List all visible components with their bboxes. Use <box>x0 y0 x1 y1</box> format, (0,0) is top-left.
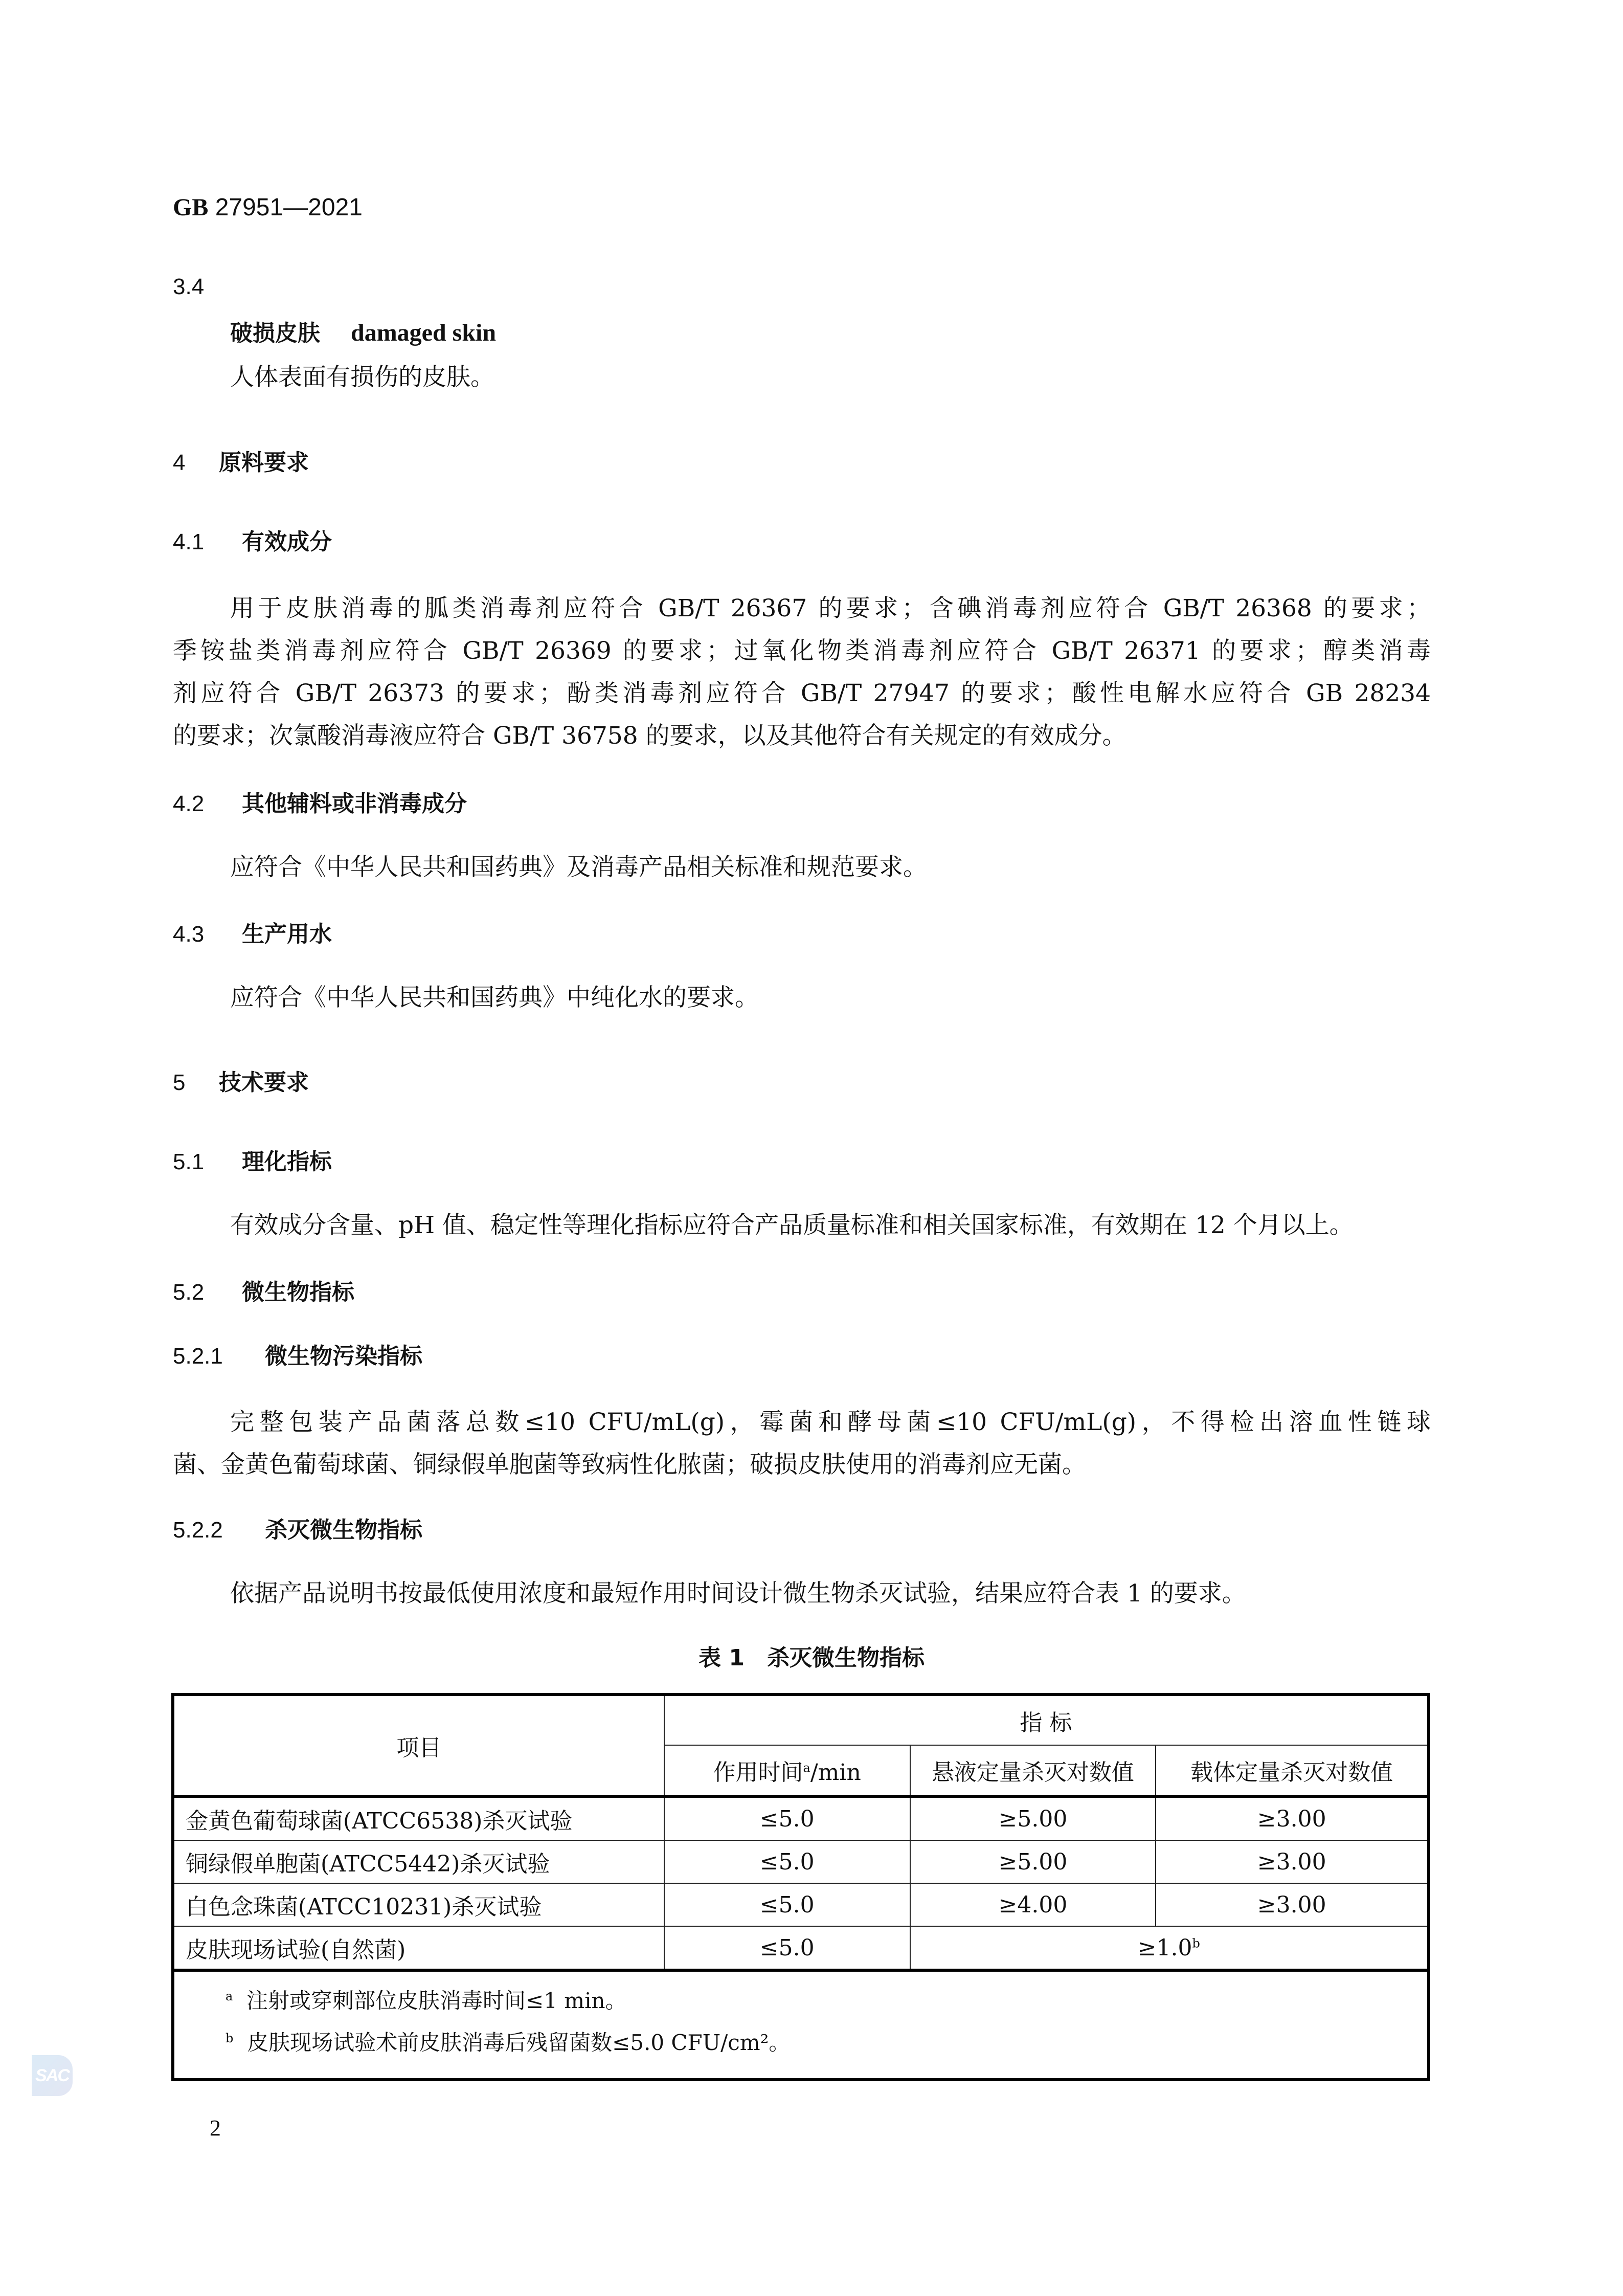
clause-4-1-line-2: 季铵盐类消毒剂应符合 GB/T 26369 的要求；过氧化物类消毒剂应符合 GB/T 26371 的要求；醇类消毒 <box>173 637 1431 665</box>
page-number: 2 <box>210 2115 221 2141</box>
row-carrier: ≥3.00 <box>1156 1796 1429 1840</box>
row-item: 铜绿假单胞菌(ATCC5442)杀灭试验 <box>173 1840 664 1883</box>
standard-code: 27951—2021 <box>215 194 363 221</box>
standard-prefix: GB <box>173 194 209 221</box>
clause-4-3-text: 应符合《中华人民共和国药典》中纯化水的要求。 <box>230 984 759 1012</box>
sac-logo-icon: SAC <box>32 2055 73 2096</box>
table-1 <box>171 1693 1430 2081</box>
clause-4-3-heading: 4.3 生产用水 <box>173 921 332 947</box>
clause-4-1-line-4: 的要求；次氯酸消毒液应符合 GB/T 36758 的要求，以及其他符合有关规定的有效成分。 <box>173 722 1126 750</box>
clause-5-2-2-text: 依据产品说明书按最低使用浓度和最短作用时间设计微生物杀灭试验，结果应符合表 1 的要求。 <box>230 1579 1246 1608</box>
table-note: $^b$ 皮肤现场试验术前皮肤消毒后残留菌数≤5.0 CFU/cm²。 <box>226 2030 791 2055</box>
row-item: 金黄色葡萄球菌(ATCC6538)杀灭试验 <box>173 1796 664 1840</box>
row-time: ≤5.0 <box>664 1840 910 1883</box>
row-suspension: ≥4.00 <box>910 1883 1156 1926</box>
header-item: 项目 <box>173 1695 664 1796</box>
row-item: 白色念珠菌(ATCC10231)杀灭试验 <box>173 1883 664 1926</box>
term-definition: 人体表面有损伤的皮肤。 <box>230 363 494 391</box>
term-entry <box>230 315 496 347</box>
clause-5-1-text: 有效成分含量、pH 值、稳定性等理化指标应符合产品质量标准和相关国家标准，有效期在 12 个月以上。 <box>230 1211 1354 1239</box>
header-indicator-group: 指 标 <box>664 1695 1429 1745</box>
clause-5-2-heading: 5.2 微生物指标 <box>173 1279 354 1305</box>
row-carrier: ≥3.00 <box>1156 1840 1429 1883</box>
table-notes <box>173 1970 1429 2080</box>
table-row <box>173 1840 1429 1883</box>
clause-5-2-2-heading: 5.2.2 杀灭微生物指标 <box>173 1517 422 1543</box>
clause-5-heading: 5 技术要求 <box>173 1069 309 1096</box>
row-carrier: ≥3.00 <box>1156 1883 1429 1926</box>
row-item: 皮肤现场试验(自然菌) <box>173 1926 664 1970</box>
table-row <box>173 1926 1429 1970</box>
clause-4-1-heading: 4.1 有效成分 <box>173 529 332 555</box>
header-carrier-log: 载体定量杀灭对数值 <box>1156 1745 1429 1796</box>
clause-4-2-text: 应符合《中华人民共和国药典》及消毒产品相关标准和规范要求。 <box>230 853 927 881</box>
row-merged-value: ≥1.0$^b$ <box>910 1926 1429 1970</box>
clause-4-heading: 4 原料要求 <box>173 450 309 476</box>
header-suspension-log: 悬液定量杀灭对数值 <box>910 1745 1156 1796</box>
clause-3-4-number: 3.4 <box>173 274 205 299</box>
table-row <box>173 1796 1429 1840</box>
row-time: ≤5.0 <box>664 1926 910 1970</box>
term-en: damaged skin <box>351 319 497 346</box>
standard-number <box>173 193 363 221</box>
clause-5-2-1-heading: 5.2.1 微生物污染指标 <box>173 1343 422 1369</box>
row-time: ≤5.0 <box>664 1883 910 1926</box>
term-zh: 破损皮肤 <box>230 320 320 346</box>
table-row <box>173 1883 1429 1926</box>
row-suspension: ≥5.00 <box>910 1796 1156 1840</box>
row-time: ≤5.0 <box>664 1796 910 1840</box>
clause-4-1-line-3: 剂应符合 GB/T 26373 的要求；酚类消毒剂应符合 GB/T 27947 的要求；酸性电解水应符合 GB 28234 <box>173 679 1431 707</box>
header-action-time: 作用时间$^a$/min <box>664 1745 910 1796</box>
clause-4-1-line-1: 用于皮肤消毒的胍类消毒剂应符合 GB/T 26367 的要求；含碘消毒剂应符合 GB/T 26368 的要求； <box>230 594 1431 622</box>
table-note: $^a$ 注射或穿刺部位皮肤消毒时间≤1 min。 <box>226 1988 627 2013</box>
clause-5-1-heading: 5.1 理化指标 <box>173 1149 332 1175</box>
row-suspension: ≥5.00 <box>910 1840 1156 1883</box>
table-1-title: 表 1 杀灭微生物指标 <box>698 1645 925 1671</box>
clause-4-2-heading: 4.2 其他辅料或非消毒成分 <box>173 791 467 817</box>
clause-5-2-1-line-2: 菌、金黄色葡萄球菌、铜绿假单胞菌等致病性化脓菌；破损皮肤使用的消毒剂应无菌。 <box>173 1451 1086 1479</box>
clause-5-2-1-line-1: 完整包装产品菌落总数≤10 CFU/mL(g)，霉菌和酵母菌≤10 CFU/mL(g)，不得检出溶血性链球 <box>230 1408 1431 1436</box>
